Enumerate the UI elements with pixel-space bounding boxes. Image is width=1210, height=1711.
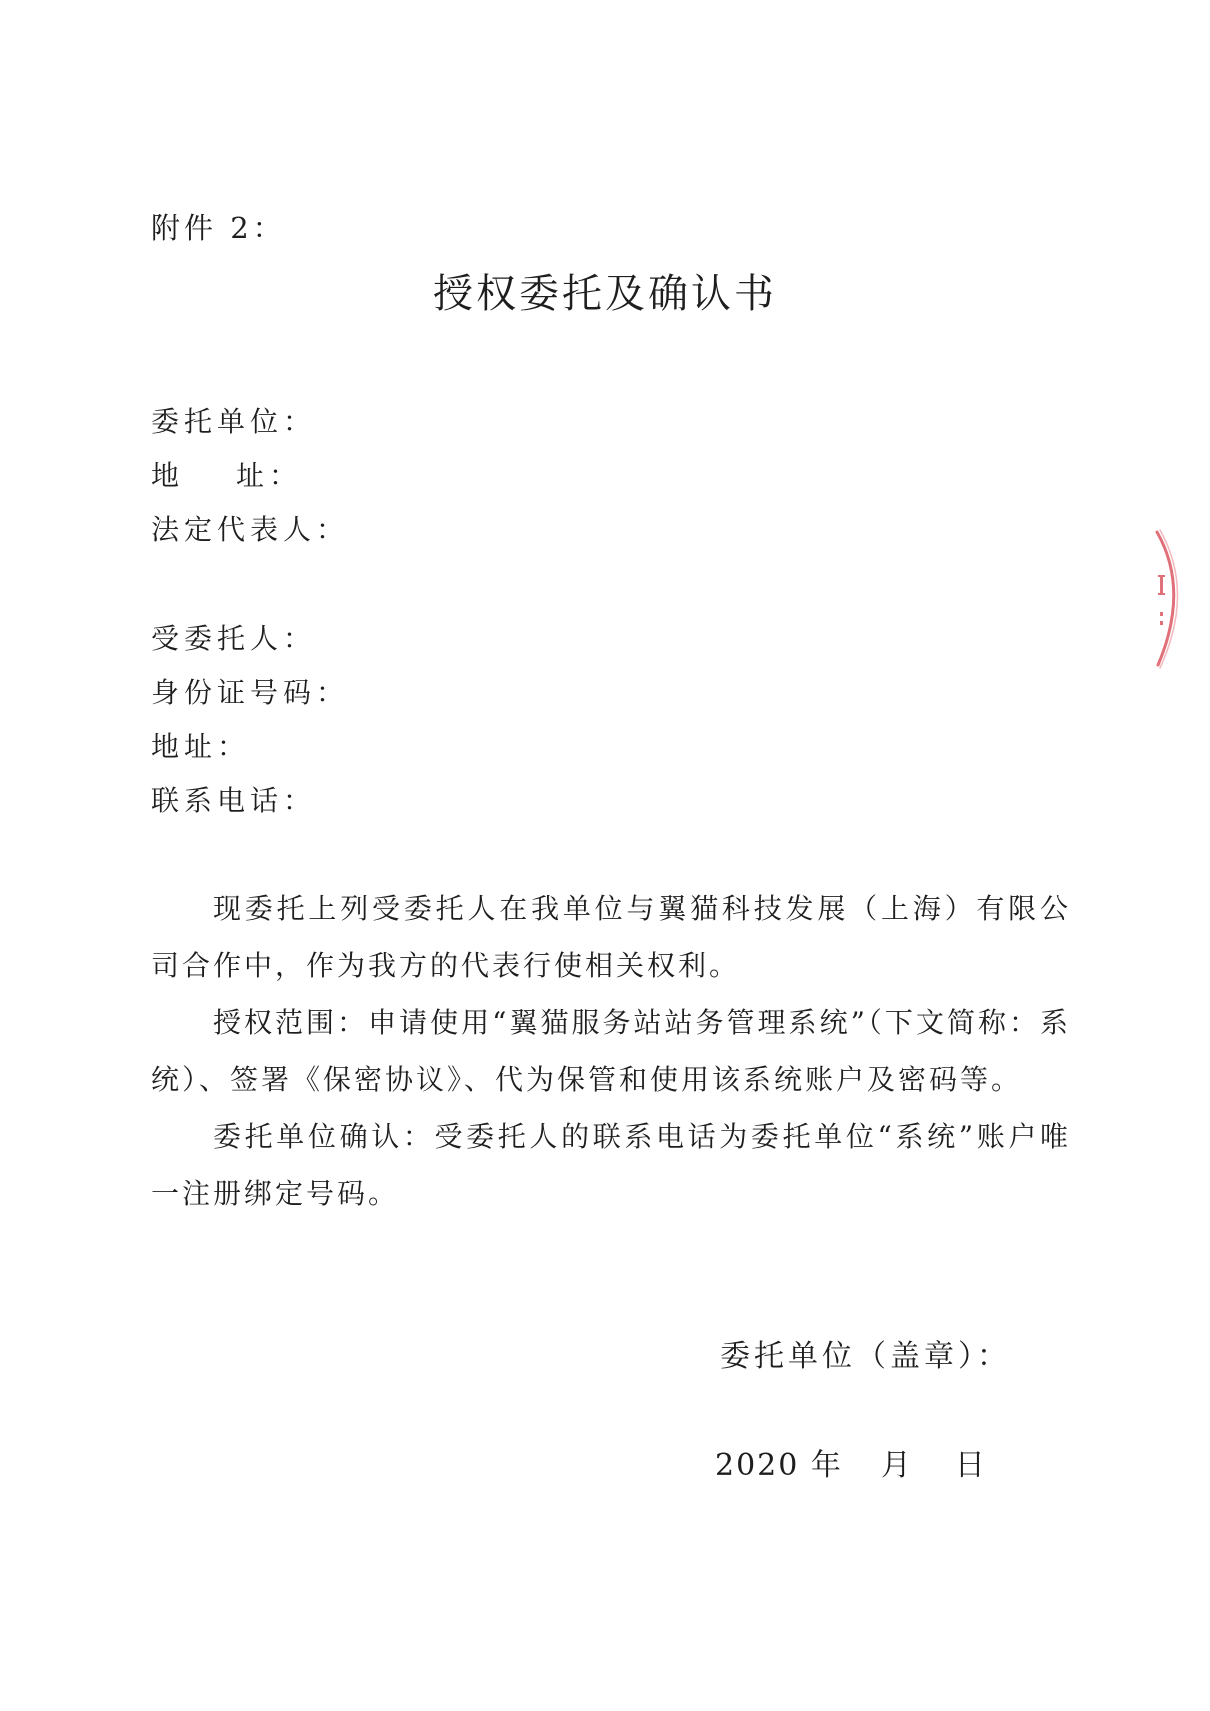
paragraph-scope: 授权范围：申请使用“翼猫服务站站务管理系统”（下文简称：系统）、签署《保密协议》、代为保管和使用该系统账户及密码等。	[151, 1006, 1071, 1096]
address-label-part-b: 址：	[236, 459, 303, 492]
principal-unit-label: 委托单位：	[151, 405, 317, 438]
agent-phone-label: 联系电话：	[151, 784, 317, 817]
legal-representative-label: 法定代表人：	[151, 513, 350, 546]
address-label-part-a: 地	[151, 459, 185, 492]
attachment-label: 附件 2：	[151, 211, 286, 245]
partial-seal-stamp-icon	[1140, 520, 1210, 680]
date-month: 月	[880, 1448, 913, 1483]
date-year: 2020 年	[715, 1448, 843, 1483]
seal-label: 委托单位（盖章）：	[720, 1339, 1011, 1374]
agent-address-label: 地址：	[151, 730, 251, 763]
signature-date	[715, 1440, 987, 1484]
paragraph-confirmation: 委托单位确认：受委托人的联系电话为委托单位“系统”账户唯一注册绑定号码。	[151, 1120, 1071, 1210]
agent-name-label: 受委托人：	[151, 622, 317, 655]
body-text	[151, 880, 1071, 1222]
principal-address-label	[151, 454, 302, 494]
agent-id-label: 身份证号码：	[151, 676, 350, 709]
date-day: 日	[954, 1448, 987, 1483]
document-title: 授权委托及确认书	[433, 271, 777, 317]
paragraph-commission: 现委托上列受委托人在我单位与翼猫科技发展（上海）有限公司合作中，作为我方的代表行使相关权利。	[151, 892, 1071, 982]
